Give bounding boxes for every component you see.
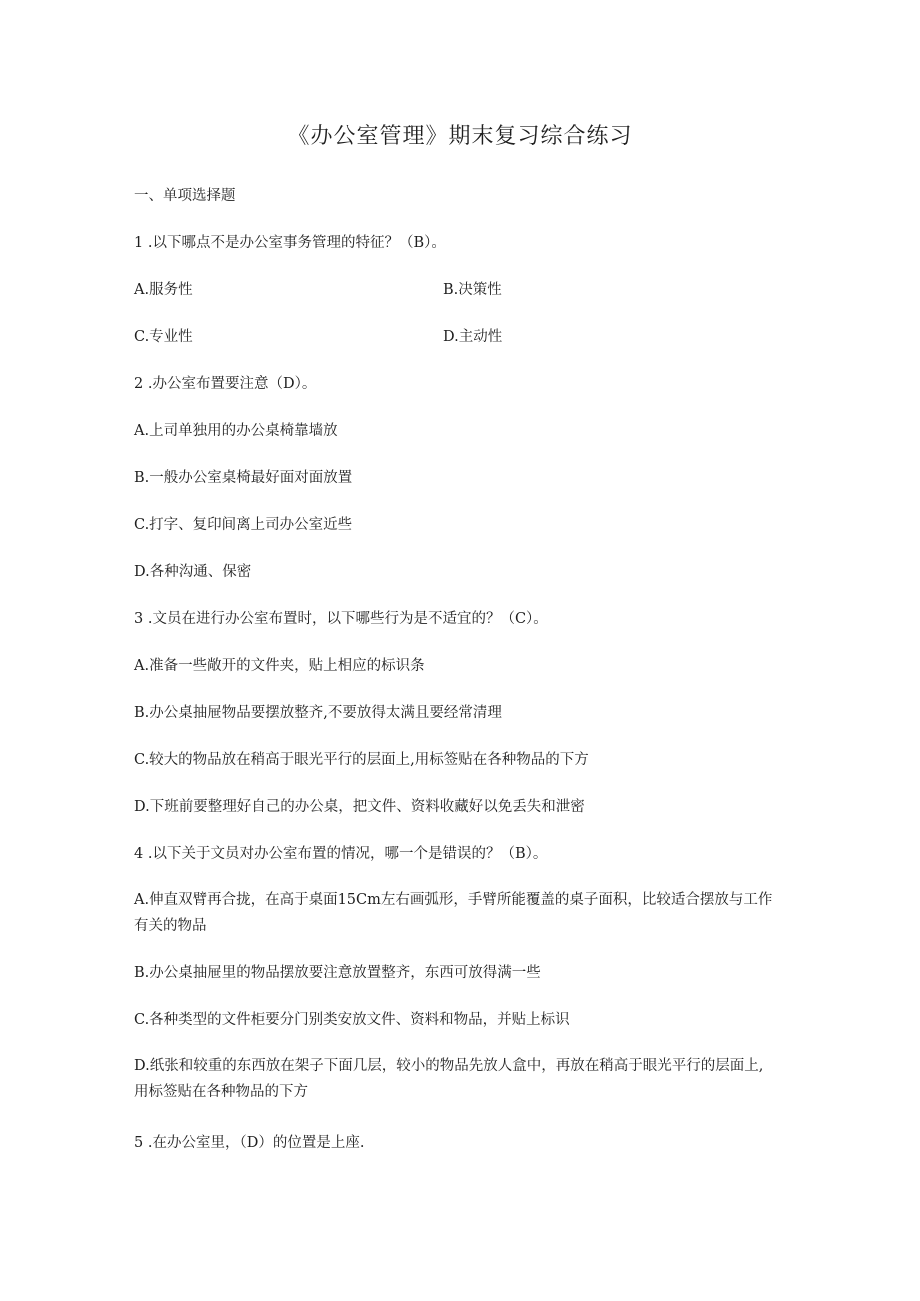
question-4-option-b: B.办公桌抽屉里的物品摆放要注意放置整齐，东西可放得满一些 — [134, 965, 541, 981]
question-3-option-b: B.办公桌抽屉物品要摆放整齐,不要放得太满且要经常清理 — [134, 705, 502, 721]
document-title: 《办公室管理》期末复习综合练习 — [287, 124, 633, 149]
question-3-stem: 3 .文员在进行办公室布置时，以下哪些行为是不适宜的？（C）。 — [134, 611, 548, 627]
question-2-option-d: D.各种沟通、保密 — [134, 564, 252, 580]
question-2-option-b: B.一般办公室桌椅最好面对面放置 — [134, 470, 353, 486]
question-1-option-d: D.主动性 — [443, 329, 503, 345]
question-1-option-b: B.决策性 — [443, 282, 502, 298]
question-3-option-d: D.下班前要整理好自己的办公桌，把文件、资料收藏好以免丢失和泄密 — [134, 799, 585, 815]
question-3-option-c: C.较大的物品放在稍高于眼光平行的层面上,用标签贴在各种物品的下方 — [134, 752, 589, 768]
question-4-stem: 4 .以下关于文员对办公室布置的情况，哪一个是错误的？（B）。 — [134, 846, 548, 862]
question-4-option-d: D.纸张和较重的东西放在架子下面几层，较小的物品先放人盒中，再放在稍高于眼光平行的层面上,用标签贴在各种物品的下方 — [134, 1058, 764, 1100]
question-4-option-a: A.伸直双臂再合拢，在高于桌面15Cm左右画弧形，手臂所能覆盖的桌子面积，比较适合摆放与工作有关的物品 — [134, 892, 773, 934]
section-heading: 一、单项选择题 — [134, 188, 236, 204]
question-2-option-c: C.打字、复印间离上司办公室近些 — [134, 517, 353, 533]
question-2-option-a: A.上司单独用的办公桌椅靠墙放 — [134, 423, 338, 439]
question-5-stem: 5 .在办公室里，（D）的位置是上座. — [134, 1135, 365, 1151]
question-1-stem: 1 .以下哪点不是办公室事务管理的特征？（B）。 — [134, 235, 446, 251]
question-3-option-a: A.准备一些敞开的文件夹，贴上相应的标识条 — [134, 658, 425, 674]
question-4-option-c: C.各种类型的文件柜要分门别类安放文件、资料和物品，并贴上标识 — [134, 1012, 570, 1028]
question-1-option-c: C.专业性 — [134, 329, 193, 345]
question-2-stem: 2 .办公室布置要注意（D）。 — [134, 376, 317, 392]
question-1-option-a: A.服务性 — [134, 282, 193, 298]
